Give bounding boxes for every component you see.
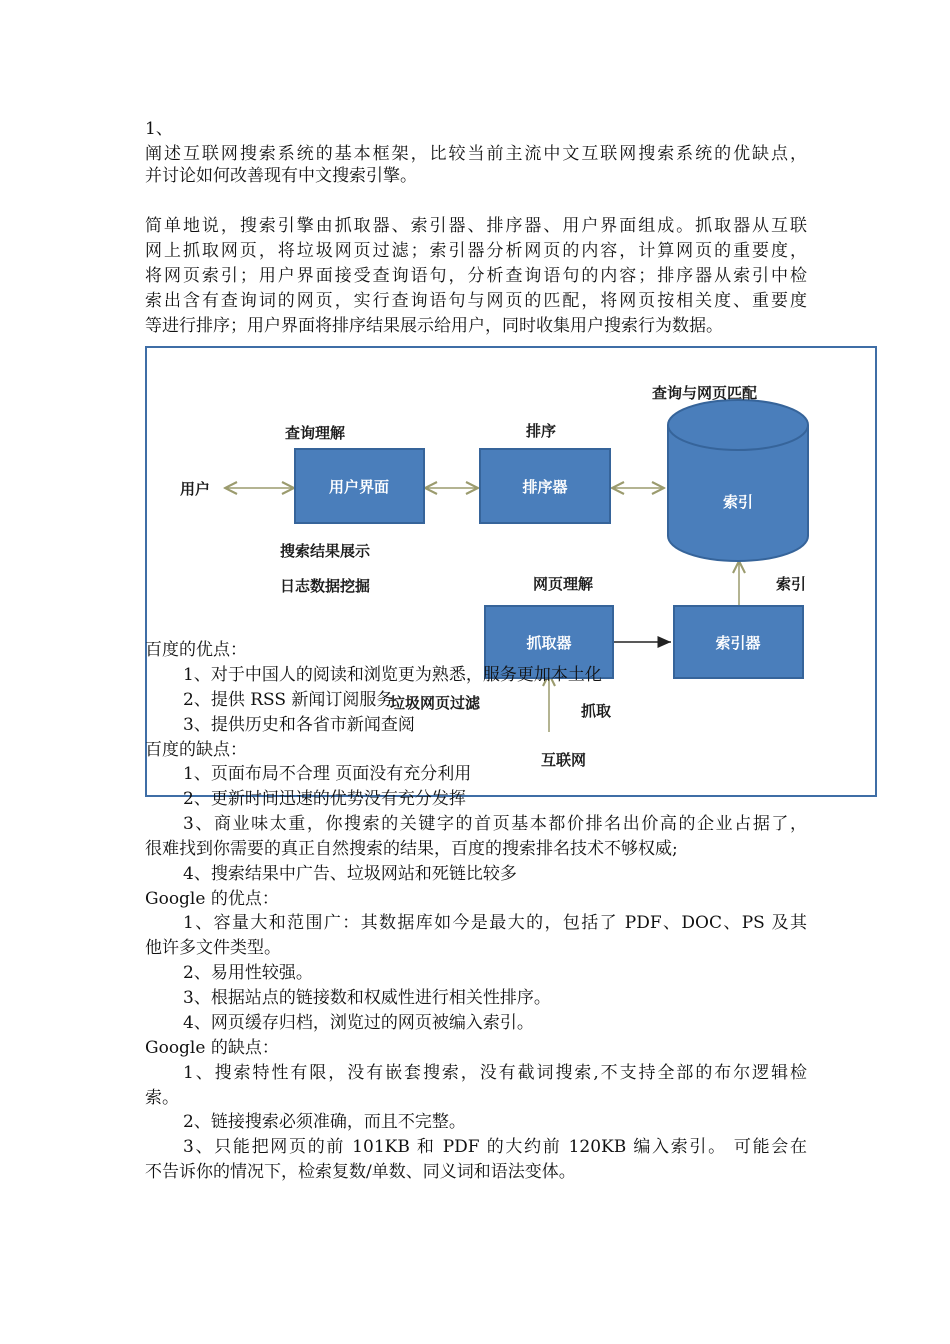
google-cons-item: 索。 xyxy=(145,1088,179,1108)
google-pros-item: 3、根据站点的链接数和权威性进行相关性排序。 xyxy=(183,988,551,1008)
spam-filter-label: 垃圾网页过滤 xyxy=(390,694,481,712)
indexer-node-label: 索引器 xyxy=(715,634,761,652)
user-label: 用户 xyxy=(180,480,211,498)
google-pros-item: 4、网页缓存归档，浏览过的网页被编入索引。 xyxy=(183,1013,534,1033)
google-cons-item: 2、链接搜索必须准确，而且不完整。 xyxy=(183,1112,466,1132)
intro-line: 等进行排序；用户界面将排序结果展示给用户，同时收集用户搜索行为数据。 xyxy=(145,316,723,336)
results-display-label: 搜索结果展示 xyxy=(280,542,371,560)
baidu-cons-item: 4、搜索结果中广告、垃圾网站和死链比较多 xyxy=(183,864,517,884)
crawl-label: 抓取 xyxy=(581,702,612,720)
page-understanding-label: 网页理解 xyxy=(533,575,594,593)
baidu-pros-item: 1、对于中国人的阅读和浏览更为熟悉，服务更加本土化 xyxy=(183,665,602,685)
question-line: 阐述互联网搜索系统的基本框架，比较当前主流中文互联网搜索系统的优缺点， xyxy=(145,144,807,164)
query-understanding-label: 查询理解 xyxy=(285,424,346,442)
google-cons-heading: Google 的缺点： xyxy=(145,1038,279,1058)
ranking-label: 排序 xyxy=(526,422,557,440)
internet-label: 互联网 xyxy=(541,751,587,769)
google-cons-item: 1、搜索特性有限，没有嵌套搜索，没有截词搜索,不支持全部的布尔逻辑检 xyxy=(183,1063,807,1083)
baidu-pros-heading: 百度的优点： xyxy=(145,640,247,660)
baidu-cons-item: 1、页面布局不合理 页面没有充分利用 xyxy=(183,764,472,784)
index-db-label: 索引 xyxy=(722,493,754,511)
google-pros-item: 2、易用性较强。 xyxy=(183,963,313,983)
google-cons-item: 3、只能把网页的前 101KB 和 PDF 的大约前 120KB 编入索引。 可能会在 xyxy=(183,1137,807,1157)
index-edge-label: 索引 xyxy=(776,575,807,593)
baidu-pros-item: 3、提供历史和各省市新闻查阅 xyxy=(183,715,415,735)
intro-line: 索出含有查询词的网页，实行查询语句与网页的匹配，将网页按相关度、重要度 xyxy=(145,291,807,311)
intro-line: 将网页索引；用户界面接受查询语句，分析查询语句的内容；排序器从索引中检 xyxy=(145,266,807,286)
crawler-node-label: 抓取器 xyxy=(526,634,572,652)
question-line: 并讨论如何改善现有中文搜索引擎。 xyxy=(145,166,417,186)
log-mining-label: 日志数据挖掘 xyxy=(280,577,371,595)
google-cons-item: 不告诉你的情况下，检索复数/单数、同义词和语法变体。 xyxy=(145,1162,576,1182)
google-pros-item: 他许多文件类型。 xyxy=(145,938,281,958)
intro-line: 网上抓取网页，将垃圾网页过滤；索引器分析网页的内容，计算网页的重要度， xyxy=(145,241,807,261)
index-cylinder xyxy=(668,400,808,561)
baidu-cons-heading: 百度的缺点： xyxy=(145,740,247,760)
google-pros-item: 1、容量大和范围广：其数据库如今是最大的，包括了 PDF、DOC、PS 及其 xyxy=(183,913,807,933)
ui-node-label: 用户界面 xyxy=(328,478,390,496)
baidu-cons-item: 很难找到你需要的真正自然搜索的结果，百度的搜索排名技术不够权威; xyxy=(145,839,678,859)
match-label: 查询与网页匹配 xyxy=(652,384,758,402)
baidu-pros-item: 2、提供 RSS 新闻订阅服务 xyxy=(183,690,394,710)
question-number: 1、 xyxy=(145,119,173,139)
baidu-cons-item: 2、更新时间迅速的优势没有充分发挥 xyxy=(183,789,466,809)
google-pros-heading: Google 的优点： xyxy=(145,889,279,909)
ranker-node-label: 排序器 xyxy=(522,478,568,496)
intro-line: 简单地说，搜索引擎由抓取器、索引器、排序器、用户界面组成。抓取器从互联 xyxy=(145,216,807,236)
baidu-cons-item: 3、商业味太重，你搜索的关键字的首页基本都价排名出价高的企业占据了， xyxy=(183,814,807,834)
